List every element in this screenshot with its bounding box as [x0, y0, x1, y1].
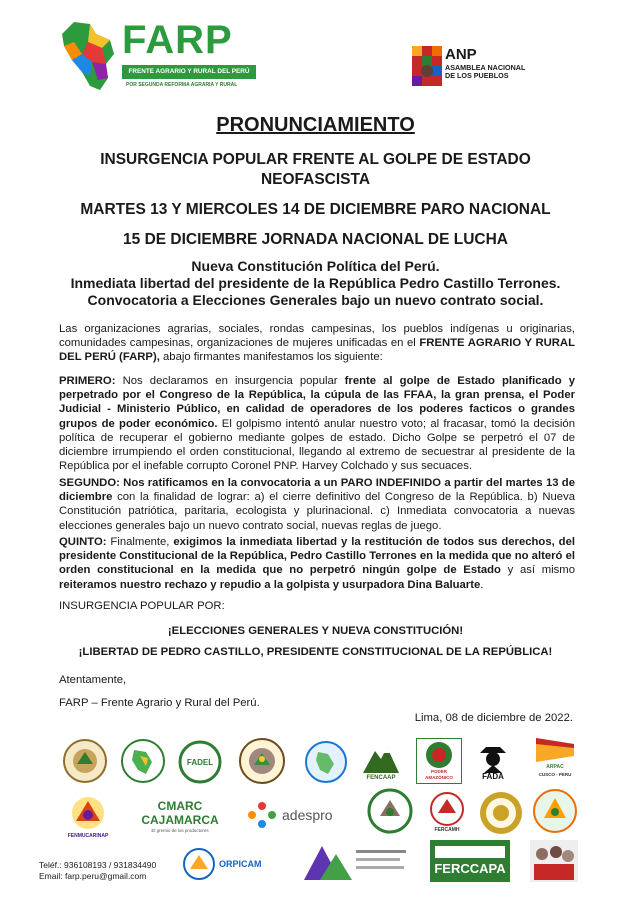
demand-line: Nueva Constitución Política del Perú.: [191, 258, 440, 274]
segundo-paragraph: SEGUNDO: Nos ratificamos en la convocatoria a un PARO INDEFINIDO a partir del martes 13 de diciembre con la finalidad de lograr: a) el cierre definitivo del Congreso de la República. b) Nueva Constitución patriótica, paritaria, ecologista y plurinacional. c) Inmediata convocatoria a nuevas elecciones generales bajo un nuevo contrato social, nuevas reglas de juego.: [59, 477, 575, 532]
partner-logo-poder-amazonico: PODER AMAZÓNICO: [416, 738, 462, 784]
partner-logo-seal-4: [304, 740, 348, 784]
document-subtitle: INSURGENCIA POPULAR FRENTE AL GOLPE DE ESTADO NEOFASCISTA: [100, 151, 531, 188]
contact-block: [39, 860, 156, 882]
partner-logo-adespro: adespro: [246, 800, 350, 830]
farp-tagline-band: FRENTE AGRARIO Y RURAL DEL PERÚ: [122, 65, 256, 79]
headline-paro-nacional: MARTES 13 Y MIERCOLES 14 DE DICIEMBRE PARO NACIONAL: [80, 201, 551, 218]
anp-emblem-icon: [412, 46, 442, 86]
anp-wordmark: ANP: [445, 46, 477, 63]
partner-logo-fercamh: FERCAMH: [424, 788, 470, 836]
quinto-paragraph: QUINTO: Finalmente, exigimos la inmediata libertad y la restitución de todos sus derechos, del presidente Constitucional de la República, Pedro Castillo Terrones en la medida que no alteró el orden constitucional en la medida que no perpetró ningún golpe de Estado y así mismo reiteramos nuestro rechazo y repudio a la golpista y usurpadora Dina Baluarte.: [59, 536, 575, 591]
partner-logo-seal-5: [366, 788, 414, 834]
partner-logo-ferccapa: FERCCAPA: [430, 840, 510, 882]
partner-logo-orpicam: ORPICAM: [182, 846, 274, 882]
headline-jornada-lucha: 15 DE DICIEMBRE JORNADA NACIONAL DE LUCHA: [123, 231, 508, 248]
partner-logo-seal-2: [120, 738, 166, 784]
farp-logo: [60, 18, 260, 94]
segundo-label: SEGUNDO:: [59, 477, 120, 489]
primero-label: PRIMERO:: [59, 375, 116, 387]
intro-paragraph: Las organizaciones agrarias, sociales, rondas campesinas, los pueblos indígenas u originarias, comunidades campesinas, organizaciones de mujeres unificadas en el FRENTE AGRARIO Y RURAL DEL PERÚ (FARP), abajo firmantes manifestamos los siguiente:: [59, 323, 575, 364]
contact-phone: Teléf.: 936108193 / 931834490: [39, 860, 157, 870]
signature-line: FARP – Frente Agrario y Rural del Perú.: [59, 697, 260, 709]
partner-logo-fada: FADA: [472, 738, 514, 782]
anp-subtitle: ASAMBLEA NACIONAL DE LOS PUEBLOS: [445, 63, 526, 80]
partner-logo-cmarc-cajamarca: CMARC CAJAMARCA El gremio de los productores: [141, 798, 219, 833]
farp-wordmark: FARP: [122, 18, 233, 62]
primero-paragraph: PRIMERO: Nos declaramos en insurgencia popular frente al golpe de Estado planificado y perpetrado por el Congreso de la República, la cúpula de las FFAA, la gran prensa, el Poder Judicial - Ministerio Público, en calidad de operadores de los poderes facticos o grandes grupos de poder económico. El golpismo intentó anular nuestro voto; al fracasar, tomó la decisión política de recuperar el gobierno mediante golpes de estado. Dicho Golpe se perpetró el 07 de diciembre irrumpiendo el orden constitucional, llegando al extremo de secuestrar al presidente de la República por el inefable corrupto Coronel PNP. Harvey Colchado y sus secuaces.: [59, 375, 575, 473]
demand-line: Inmediata libertad del presidente de la República Pedro Castillo Terrones.: [70, 275, 561, 291]
partner-logo-photo: [530, 840, 578, 882]
partner-logo-arpac: ARPAC CUSCO - PERU: [532, 736, 578, 778]
quinto-label: QUINTO:: [59, 536, 107, 548]
document-date: Lima, 08 de diciembre de 2022.: [414, 712, 573, 724]
anp-logo: [412, 44, 532, 88]
partner-logo-fadel: FADEL: [178, 740, 222, 784]
slogan-elecciones: ¡ELECCIONES GENERALES Y NUEVA CONSTITUCIÓN!: [167, 625, 464, 637]
peru-map-icon: [60, 20, 116, 92]
farp-subtagline: POR SEGUNDA REFORMA AGRARIA Y RURAL: [126, 82, 238, 88]
demand-line: Convocatoria a Elecciones Generales bajo un nuevo contrato social.: [87, 292, 544, 308]
slogan-libertad: ¡LIBERTAD DE PEDRO CASTILLO, PRESIDENTE CONSTITUCIONAL DE LA REPÚBLICA!: [78, 646, 553, 658]
partner-logo-seal-1: [62, 738, 108, 784]
partner-logo-fencaap: FENCAAP: [358, 738, 404, 786]
partner-logo-seal-7: [532, 788, 578, 834]
partner-logo-banner: [300, 840, 410, 884]
partner-logo-fenmucarinap: FENMUCARINAP: [64, 792, 112, 842]
contact-email: Email: farp.peru@gmail.com: [39, 871, 147, 881]
document-title: PRONUNCIAMIENTO: [216, 114, 415, 136]
partner-logo-seal-6: [478, 790, 524, 836]
partner-logo-seal-3: [238, 737, 286, 785]
closing-salutation: Atentamente,: [59, 674, 127, 686]
insurgencia-label: INSURGENCIA POPULAR POR:: [59, 600, 225, 612]
